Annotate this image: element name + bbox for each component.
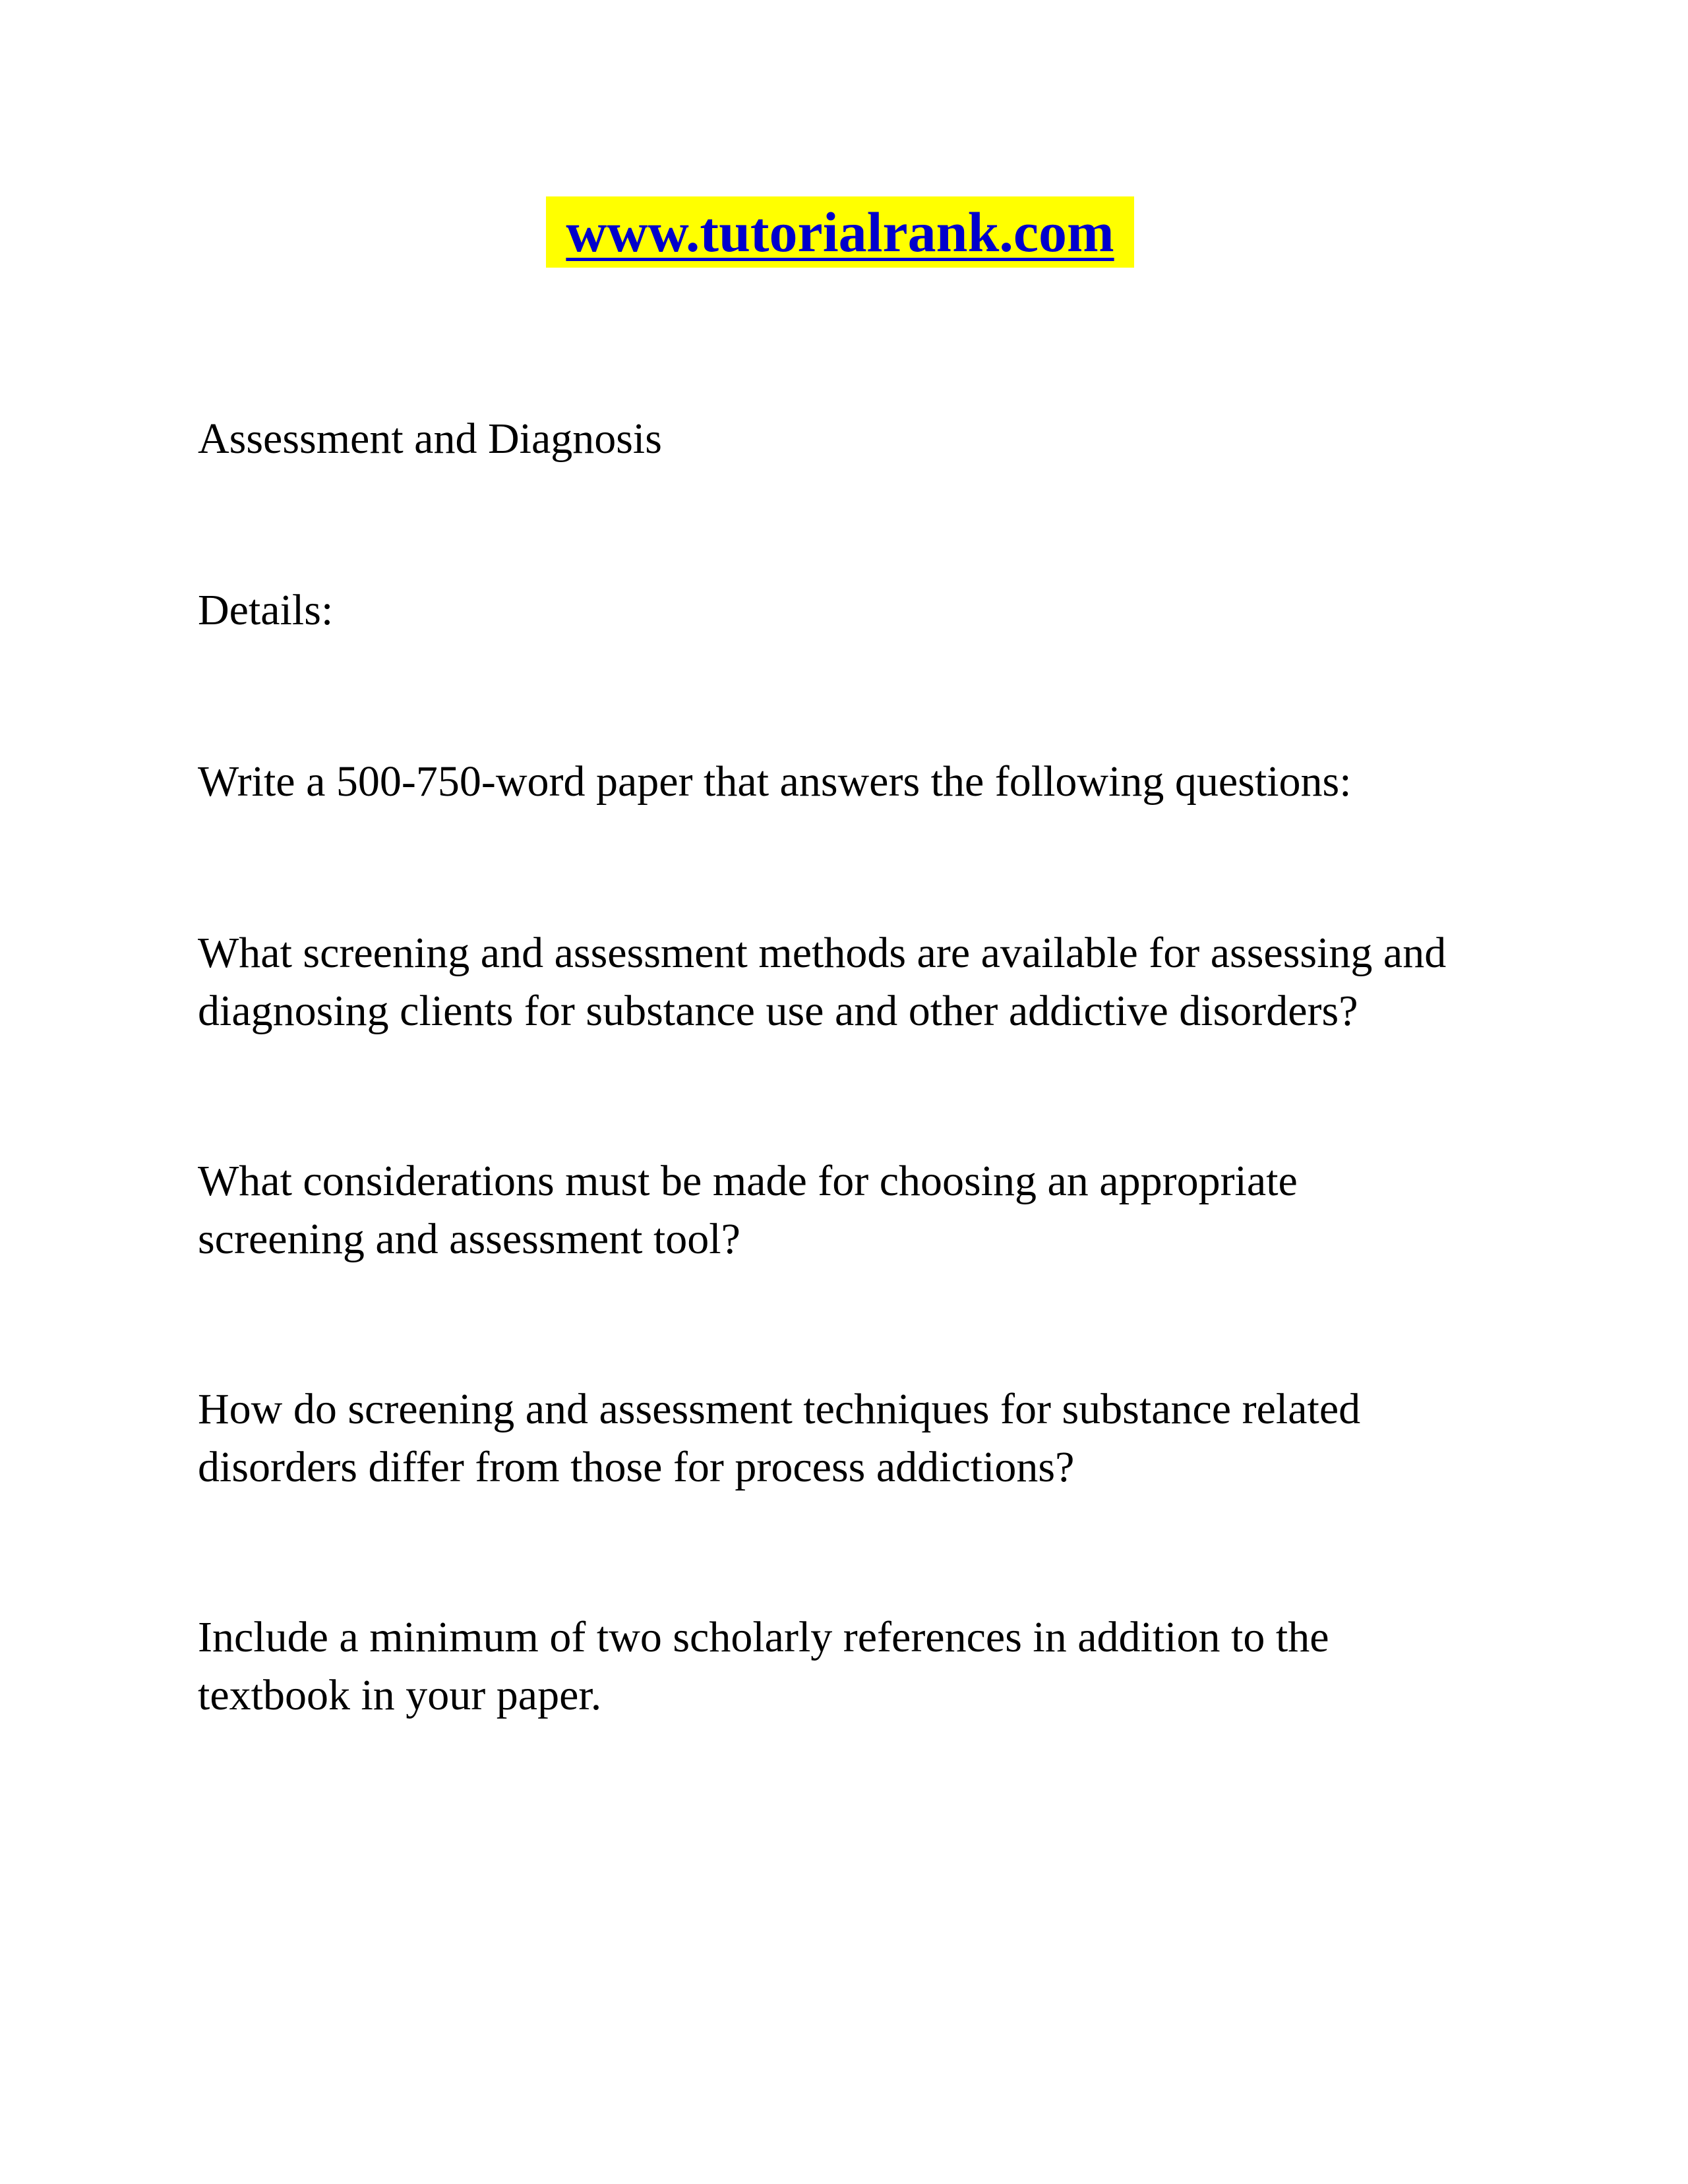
question-1-line-2: diagnosing clients for substance use and other addictive disorders? [198,987,1358,1035]
question-1-line-1: What screening and assessment methods are available for assessing and [198,929,1447,977]
question-2 [198,1152,1517,1268]
question-2-line-2: screening and assessment tool? [198,1215,740,1263]
assignment-title: Assessment and Diagnosis [198,415,662,463]
question-3 [198,1380,1517,1496]
instruction-paragraph: Write a 500-750-word paper that answers the following questions: [198,757,1352,806]
question-3-line-1: How do screening and assessment techniques for substance related [198,1385,1361,1433]
question-1 [198,924,1517,1040]
references-note-line-1: Include a minimum of two scholarly references in addition to the [198,1613,1329,1661]
header-website-link[interactable]: www.tutorialrank.com [546,196,1134,268]
question-3-line-2: disorders differ from those for process addictions? [198,1443,1075,1491]
details-label: Details: [198,586,334,634]
question-2-line-1: What considerations must be made for choosing an appropriate [198,1157,1298,1205]
references-note-line-2: textbook in your paper. [198,1671,602,1719]
references-note [198,1608,1517,1725]
